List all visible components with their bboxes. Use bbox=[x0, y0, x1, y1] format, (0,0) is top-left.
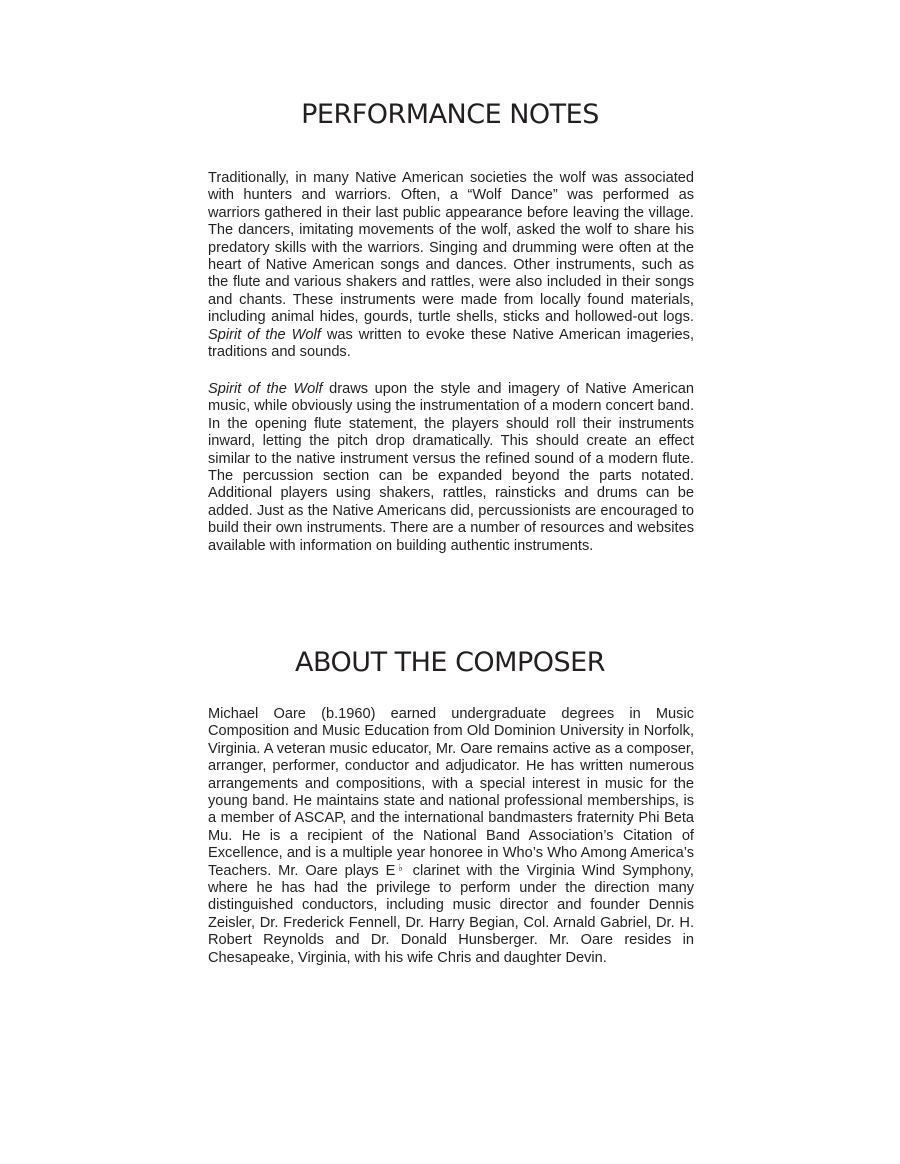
paragraph-text: was written to evoke these Native American imageries, traditions and sounds. bbox=[208, 326, 694, 361]
about-composer-heading: ABOUT THE COMPOSER bbox=[295, 647, 605, 678]
about-composer-paragraph bbox=[208, 706, 694, 967]
flat-symbol: ♭ bbox=[395, 862, 406, 874]
paragraph-text: clarinet with the Virginia Wind Symphony, where he has had the privilege to perform under the direction many distinguished conductors, including music director and founder Dennis Zeisler, Dr. Frederick Fennell, Dr. Harry Begian, Col. Arnald Gabriel, Dr. H. Robert Reynolds and Dr. Donald Hunsberger. Mr. Oare resides in Chesapeake, Virginia, with his wife Chris and daughter Devin. bbox=[208, 862, 694, 966]
piece-title: Spirit of the Wolf bbox=[208, 326, 321, 343]
paragraph-text: draws upon the style and imagery of Native American music, while obviously using the instrumentation of a modern concert band. In the opening flute statement, the players should roll their instruments inward, letting the pitch drop dramatically. This should create an effect similar to the native instrument versus the refined sound of a modern flute. The percussion section can be expanded beyond the parts notated. Additional players using shakers, rattles, rainsticks and drums can be added. Just as the Native Americans did, percussionists are encouraged to build their own instruments. There are a number of resources and websites available with information on building authentic instruments. bbox=[208, 381, 694, 554]
piece-title: Spirit of the Wolf bbox=[208, 381, 323, 397]
paragraph-text: Traditionally, in many Native American societies the wolf was associated with hunters and warriors. Often, a “Wolf Dance” was performed as warriors gathered in their last public appearance before leaving the village. The dancers, imitating movements of the wolf, asked the wolf to share his predatory skills with the warriors. Singing and drumming were often at the heart of Native American songs and dances. Other instruments, such as the flute and various shakers and rattles, were also included in their songs and chants. These instruments were made from locally found materials, including animal hides, gourds, turtle shells, sticks and hollowed-out logs. bbox=[208, 170, 694, 326]
performance-notes-paragraph-2 bbox=[208, 381, 694, 555]
performance-notes-paragraph-1 bbox=[208, 170, 694, 361]
performance-notes-heading: PERFORMANCE NOTES bbox=[301, 99, 599, 130]
paragraph-text: Michael Oare (b.1960) earned undergraduate degrees in Music Composition and Music Education from Old Dominion University in Norfolk, Virginia. A veteran music educator, Mr. Oare remains active as a composer, arranger, performer, conductor and adjudicator. He has written numerous arrangements and compositions, with a special interest in music for the young band. He maintains state and national professional memberships, is a member of ASCAP, and the international bandmasters fraternity Phi Beta Mu. He is a recipient of the National Band Association’s Citation of Excellence, and is a multiple year honoree in Who’s Who Among America’s Teachers. Mr. Oare plays E bbox=[208, 706, 694, 879]
